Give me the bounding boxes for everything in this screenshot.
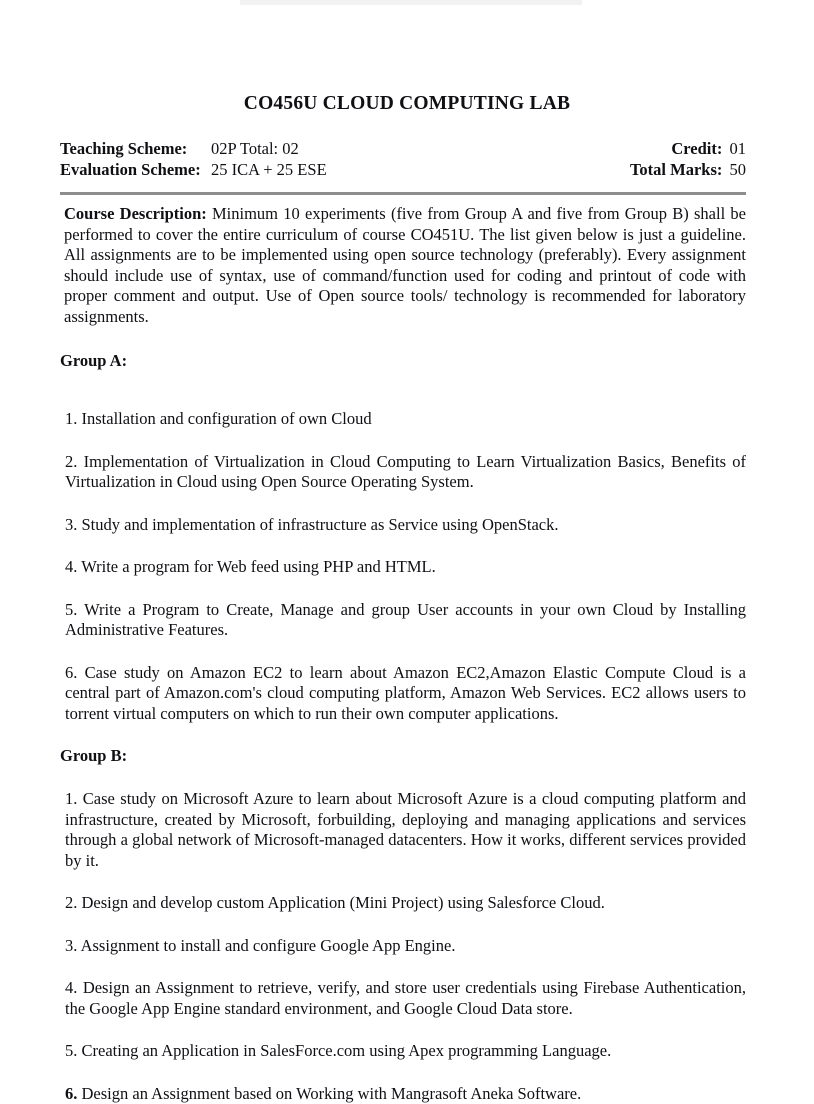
- item-number: 6.: [65, 1084, 77, 1103]
- list-item: [60, 893, 746, 914]
- list-item: [60, 1084, 746, 1104]
- group-a-list: [60, 409, 746, 724]
- list-item: [60, 978, 746, 1019]
- horizontal-divider: [60, 192, 746, 195]
- total-marks-value: 50: [727, 160, 747, 179]
- evaluation-scheme-row: [60, 159, 746, 180]
- item-number: 1.: [65, 409, 77, 428]
- evaluation-scheme-label: Evaluation Scheme:: [60, 159, 208, 180]
- group-a-heading: Group A:: [60, 351, 746, 371]
- credit-value: 01: [727, 139, 747, 158]
- item-number: 4.: [65, 978, 77, 997]
- total-marks-label: Total Marks:: [630, 160, 722, 179]
- group-b-heading: Group B:: [60, 746, 746, 766]
- teaching-scheme-label: Teaching Scheme:: [60, 138, 208, 159]
- scheme-block: [0, 138, 814, 180]
- item-number: 5.: [65, 1041, 77, 1060]
- item-text: Design an Assignment to retrieve, verify, and store user credentials using Firebase Authentication, the Google App Engine standard environment, and Google Cloud Data store.: [65, 978, 746, 1018]
- total-marks-group: [630, 159, 746, 180]
- item-number: 3.: [65, 515, 77, 534]
- item-text: Design an Assignment based on Working with Mangrasoft Aneka Software.: [77, 1084, 581, 1103]
- list-item: [60, 1041, 746, 1062]
- item-text: Assignment to install and configure Google App Engine.: [77, 936, 455, 955]
- course-description-text: Minimum 10 experiments (five from Group A and five from Group B) shall be performed to cover the entire curriculum of course CO451U. The list given below is just a guideline. All assignments are to be implemented using open source technology (preferably). Every assignment should include use of syntax, use of command/function used for coding and printout of code with proper comment and output. Use of Open source tools/ technology is recommended for laboratory assignments.: [64, 204, 746, 326]
- document-body: [0, 204, 814, 1104]
- item-number: 3.: [65, 936, 77, 955]
- teaching-scheme-value: 02P Total: 02: [208, 138, 299, 159]
- item-text: Installation and configuration of own Cloud: [77, 409, 371, 428]
- item-number: 2.: [65, 893, 77, 912]
- item-text: Implementation of Virtualization in Cloud Computing to Learn Virtualization Basics, Benefits of Virtualization in Cloud using Open Source Operating System.: [65, 452, 746, 492]
- list-item: [60, 409, 746, 430]
- course-description: [60, 204, 746, 327]
- page-title: CO456U CLOUD COMPUTING LAB: [0, 0, 814, 115]
- list-item: [60, 515, 746, 536]
- evaluation-scheme-value: 25 ICA + 25 ESE: [208, 159, 327, 180]
- item-text: Creating an Application in SalesForce.com using Apex programming Language.: [77, 1041, 611, 1060]
- item-text: Design and develop custom Application (Mini Project) using Salesforce Cloud.: [77, 893, 604, 912]
- list-item: [60, 600, 746, 641]
- teaching-scheme-group: [60, 138, 299, 159]
- item-number: 2.: [65, 452, 77, 471]
- item-text: Write a program for Web feed using PHP and HTML.: [77, 557, 435, 576]
- item-text: Case study on Amazon EC2 to learn about Amazon EC2,Amazon Elastic Compute Cloud is a central part of Amazon.com's cloud computing platform, Amazon Web Services. EC2 allows users to torrent virtual computers on which to run their own computer applications.: [65, 663, 746, 723]
- item-text: Case study on Microsoft Azure to learn about Microsoft Azure is a cloud computing platform and infrastructure, created by Microsoft, forbuilding, deploying and managing applications and services through a global network of Microsoft-managed datacenters. How it works, different services provided by it.: [65, 789, 746, 870]
- item-text: Study and implementation of infrastructure as Service using OpenStack.: [77, 515, 558, 534]
- evaluation-scheme-group: [60, 159, 327, 180]
- list-item: [60, 557, 746, 578]
- group-b-list: [60, 789, 746, 1104]
- list-item: [60, 936, 746, 957]
- item-number: 4.: [65, 557, 77, 576]
- item-number: 5.: [65, 600, 77, 619]
- credit-label: Credit:: [671, 139, 722, 158]
- item-text: Write a Program to Create, Manage and group User accounts in your own Cloud by Installing Administrative Features.: [65, 600, 746, 640]
- course-description-label: Course Description:: [64, 204, 207, 223]
- list-item: [60, 789, 746, 871]
- item-number: 1.: [65, 789, 77, 808]
- item-number: 6.: [65, 663, 77, 682]
- list-item: [60, 663, 746, 725]
- teaching-scheme-row: [60, 138, 746, 159]
- credit-group: [671, 138, 746, 159]
- list-item: [60, 452, 746, 493]
